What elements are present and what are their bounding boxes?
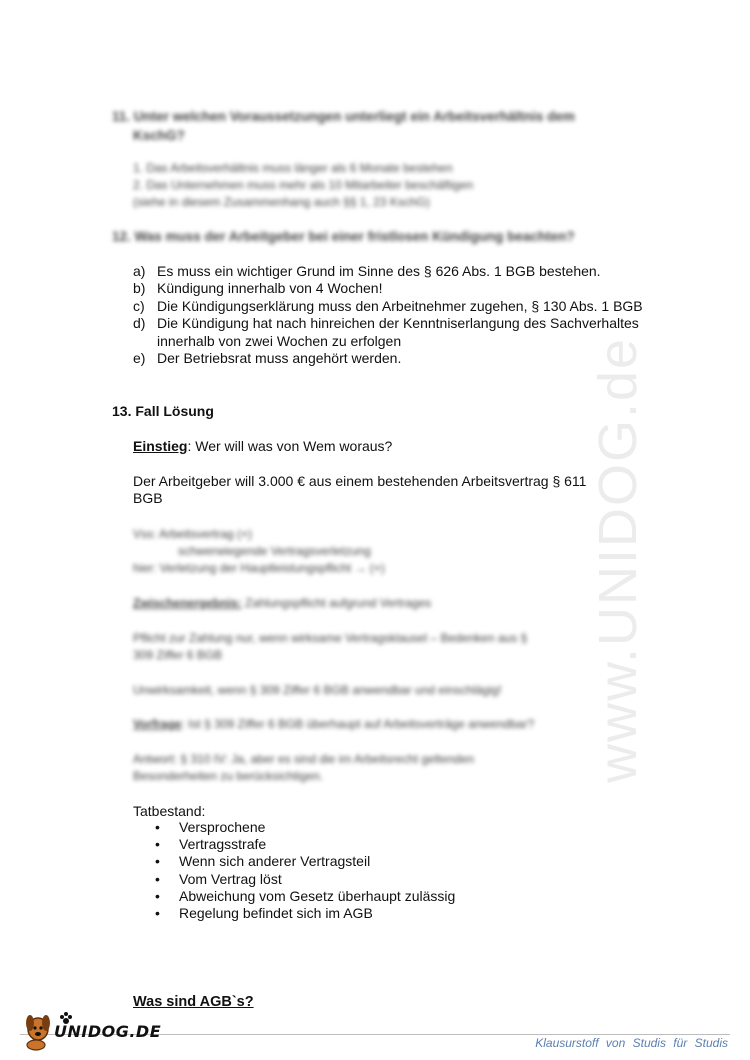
pflicht-line-1: Pflicht zur Zahlung nur, wenn wirksame Vertragsklausel – Bedenken aus § [133, 631, 528, 645]
list-item: • Versprochene [155, 819, 266, 835]
pflicht-line-2: 309 Ziffer 6 BGB [133, 648, 223, 662]
tatbestand-label: Tatbestand: [133, 803, 206, 819]
list-item: d) Die Kündigung hat nach hinreichen der Kenntniserlangung des Sachverhaltes innerhalb von zwei Wochen zu erfolgen [133, 315, 639, 349]
watermark: www.UNIDOG.de [588, 336, 648, 784]
question-11-title-cont: KschG? [133, 128, 185, 143]
tatbestand-list [155, 819, 455, 922]
hauptleistung-line: hier: Verletzung der Hauptleistungspflicht → (+) [133, 561, 385, 575]
agb-heading: Was sind AGB`s? [133, 994, 254, 1010]
question-12-list [133, 263, 673, 367]
question-11-title: 11. Unter welchen Voraussetzungen unterliegt ein Arbeitsverhältnis dem [112, 109, 575, 124]
list-item: a) Es muss ein wichtiger Grund im Sinne des § 626 Abs. 1 BGB bestehen. [133, 263, 601, 279]
bullet-icon: • [155, 819, 160, 835]
bullet-icon: • [155, 853, 160, 870]
arbeitgeber-line-2: BGB [133, 490, 163, 506]
question-11-item-3: (siehe in diesem Zusammenhang auch §§ 1, 23 KschG) [133, 195, 430, 209]
list-item: • Vertragsstrafe [155, 836, 267, 853]
bullet-icon: • [155, 836, 160, 853]
vorfrage-line: Vorfrage: Ist § 309 Ziffer 6 BGB überhaupt auf Arbeitsverträge anwendbar? [133, 717, 535, 731]
list-item: • Abweichung vom Gesetz überhaupt zulässig [155, 887, 456, 904]
footer-tagline: Klausurstoff von Studis für Studis [535, 1036, 728, 1050]
antwort-line-1: Antwort: § 310 IV: Ja, aber es sind die im Arbeitsrecht geltenden [133, 752, 475, 766]
bullet-icon: • [155, 905, 160, 922]
vertragsverletzung-line: schwerwiegende Vertragsverletzung [178, 544, 371, 558]
bullet-icon: • [155, 870, 160, 887]
list-item: e) Der Betriebsrat muss angehört werden. [133, 350, 402, 367]
zwischenergebnis-line: Zwischenergebnis: Zahlungspflicht aufgrund Vertrages [133, 596, 432, 610]
list-item: b) Kündigung innerhalb von 4 Wochen! [133, 280, 383, 297]
voraussetzung-line: Vss: Arbeitsvertrag (+) [133, 527, 253, 541]
question-13-title: 13. Fall Lösung [112, 403, 214, 419]
logo-text: UNIDOG.DE [54, 1022, 162, 1041]
list-item: • Wenn sich anderer Vertragsteil [155, 853, 371, 870]
arbeitgeber-line-1: Der Arbeitgeber will 3.000 € aus einem bestehenden Arbeitsvertrag § 611 [133, 473, 587, 489]
question-11-item-2: 2. Das Unternehmen muss mehr als 10 Mitarbeiter beschäftigen [133, 178, 474, 192]
antwort-line-2: Besonderheiten zu berücksichtigen. [133, 769, 324, 783]
list-item: • Regelung befindet sich im AGB [155, 905, 373, 922]
list-item: • Vom Vertrag löst [155, 870, 282, 887]
question-11-item-1: 1. Das Arbeitsverhältnis muss länger als 6 Monate bestehen [133, 161, 453, 175]
unwirksamkeit-line: Unwirksamkeit, wenn § 309 Ziffer 6 BGB anwendbar und einschlägig! [133, 683, 502, 697]
list-item: c) Die Kündigungserklärung muss den Arbeitnehmer zugehen, § 130 Abs. 1 BGB [133, 297, 643, 314]
bullet-icon: • [155, 887, 160, 904]
question-12-title: 12. Was muss der Arbeitgeber bei einer fristlosen Kündigung beachten? [112, 229, 575, 244]
einstieg-line: Einstieg: Wer will was von Wem woraus? [133, 438, 393, 454]
